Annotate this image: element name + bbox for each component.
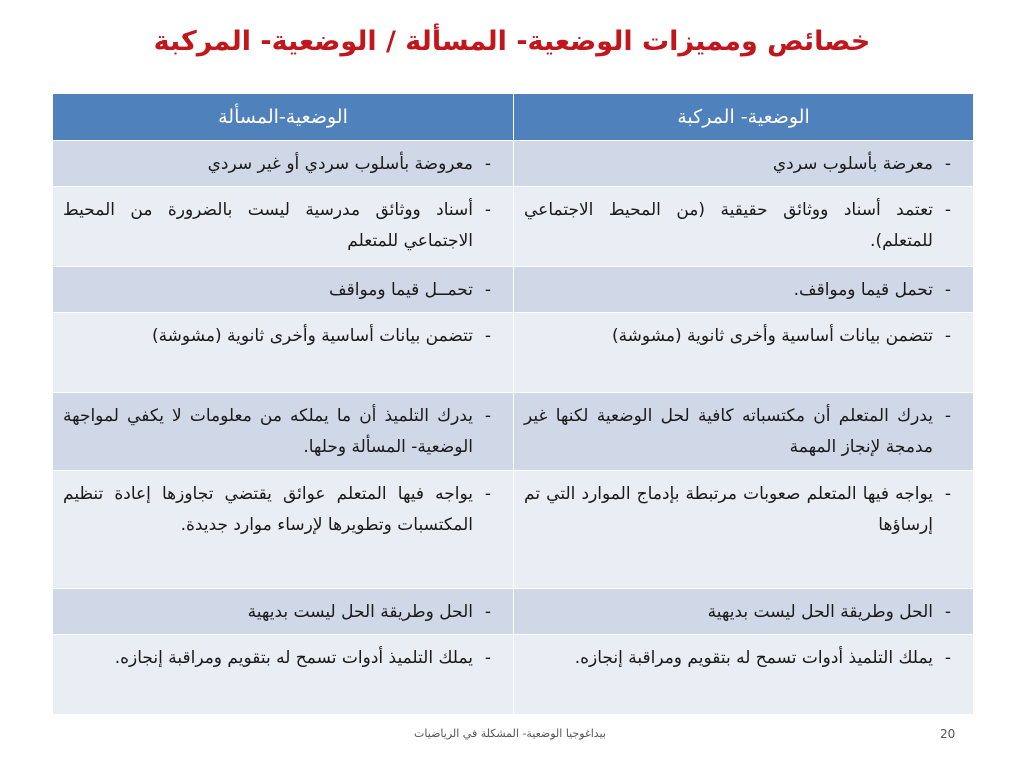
cell-complex-situation (514, 141, 974, 187)
cell-text: يدرك التلميذ أن ما يملكه من معلومات لا يكفي لمواجهة الوضعية- المسألة وحلها. (63, 406, 473, 457)
cell-content (63, 195, 503, 257)
bullet-dash: - (484, 484, 492, 504)
table-row (53, 187, 974, 267)
cell-problem-situation (53, 313, 514, 393)
cell-text: يملك التلميذ أدوات تسمح له بتقويم ومراقبة إنجازه. (114, 648, 473, 668)
bullet-dash: - (944, 280, 952, 300)
cell-text: يملك التلميذ أدوات تسمح له بتقويم ومراقبة إنجازه. (574, 648, 933, 668)
bullet-dash: - (484, 326, 492, 346)
bullet-dash: - (484, 602, 492, 622)
cell-text: تحمــل قيما ومواقف (329, 280, 473, 300)
cell-complex-situation (514, 589, 974, 635)
bullet-dash: - (944, 602, 952, 622)
bullet-dash: - (944, 484, 952, 504)
cell-problem-situation (53, 589, 514, 635)
bullet-dash: - (484, 406, 492, 426)
cell-text: الحل وطريقة الحل ليست بديهية (247, 602, 473, 622)
table-row (53, 141, 974, 187)
cell-text: الحل وطريقة الحل ليست بديهية (707, 602, 933, 622)
bullet-dash: - (944, 154, 952, 174)
cell-complex-situation (514, 635, 974, 715)
bullet-dash: - (484, 648, 492, 668)
bullet-dash: - (944, 200, 952, 220)
bullet-dash: - (484, 200, 492, 220)
header-complex-situation: الوضعية- المركبة (514, 94, 974, 141)
cell-content (63, 149, 503, 180)
footer-text: بيداغوجيا الوضعية- المشكلة في الرياضيات (414, 727, 606, 740)
cell-text: تتضمن بيانات أساسية وأخرى ثانوية (مشوشة) (611, 326, 933, 346)
cell-problem-situation (53, 471, 514, 589)
comparison-table (52, 93, 974, 715)
cell-problem-situation (53, 187, 514, 267)
cell-content (63, 275, 503, 306)
bullet-dash: - (484, 280, 492, 300)
cell-content (524, 149, 963, 180)
cell-complex-situation (514, 267, 974, 313)
cell-complex-situation (514, 471, 974, 589)
cell-text: يواجه فيها المتعلم صعوبات مرتبطة بإدماج الموارد التي تم إرساؤها (524, 484, 933, 535)
cell-text: يواجه فيها المتعلم عوائق يقتضي تجاوزها إعادة تنظيم المكتسبات وتطويرها لإرساء موارد جديدة. (63, 484, 473, 535)
cell-text: تحمل قيما ومواقف. (793, 280, 933, 300)
bullet-dash: - (944, 326, 952, 346)
cell-content (63, 479, 503, 541)
cell-complex-situation (514, 313, 974, 393)
cell-content (524, 321, 963, 352)
cell-content (524, 275, 963, 306)
cell-text: يدرك المتعلم أن مكتسباته كافية لحل الوضعية لكنها غير مدمجة لإنجاز المهمة (524, 406, 933, 457)
table-header-row (53, 94, 974, 141)
table-row (53, 471, 974, 589)
cell-problem-situation (53, 635, 514, 715)
cell-problem-situation (53, 141, 514, 187)
table-row (53, 313, 974, 393)
table-body (53, 141, 974, 715)
cell-text: تعتمد أسناد ووثائق حقيقية (من المحيط الاجتماعي للمتعلم). (524, 200, 933, 251)
bullet-dash: - (944, 406, 952, 426)
cell-text: تتضمن بيانات أساسية وأخرى ثانوية (مشوشة) (151, 326, 473, 346)
cell-complex-situation (514, 393, 974, 471)
page-number: 20 (940, 727, 956, 741)
header-problem-situation: الوضعية-المسألة (53, 94, 514, 141)
cell-content (63, 643, 503, 674)
table-row (53, 589, 974, 635)
cell-text: أسناد ووثائق مدرسية ليست بالضرورة من المحيط الاجتماعي للمتعلم (63, 200, 473, 251)
bullet-dash: - (484, 154, 492, 174)
cell-content (524, 401, 963, 463)
cell-content (63, 401, 503, 463)
cell-complex-situation (514, 187, 974, 267)
table-row (53, 635, 974, 715)
bullet-dash: - (944, 648, 952, 668)
cell-content (524, 643, 963, 674)
cell-text: معرضة بأسلوب سردي (772, 154, 933, 174)
cell-problem-situation (53, 267, 514, 313)
cell-content (524, 479, 963, 541)
cell-content (63, 321, 503, 352)
cell-text: معروضة بأسلوب سردي أو غير سردي (207, 154, 473, 174)
slide-title: خصائص ومميزات الوضعية- المسألة / الوضعية- المركبة (153, 26, 871, 57)
cell-content (524, 597, 963, 628)
cell-content (524, 195, 963, 257)
table-row (53, 267, 974, 313)
cell-problem-situation (53, 393, 514, 471)
cell-content (63, 597, 503, 628)
table-row (53, 393, 974, 471)
